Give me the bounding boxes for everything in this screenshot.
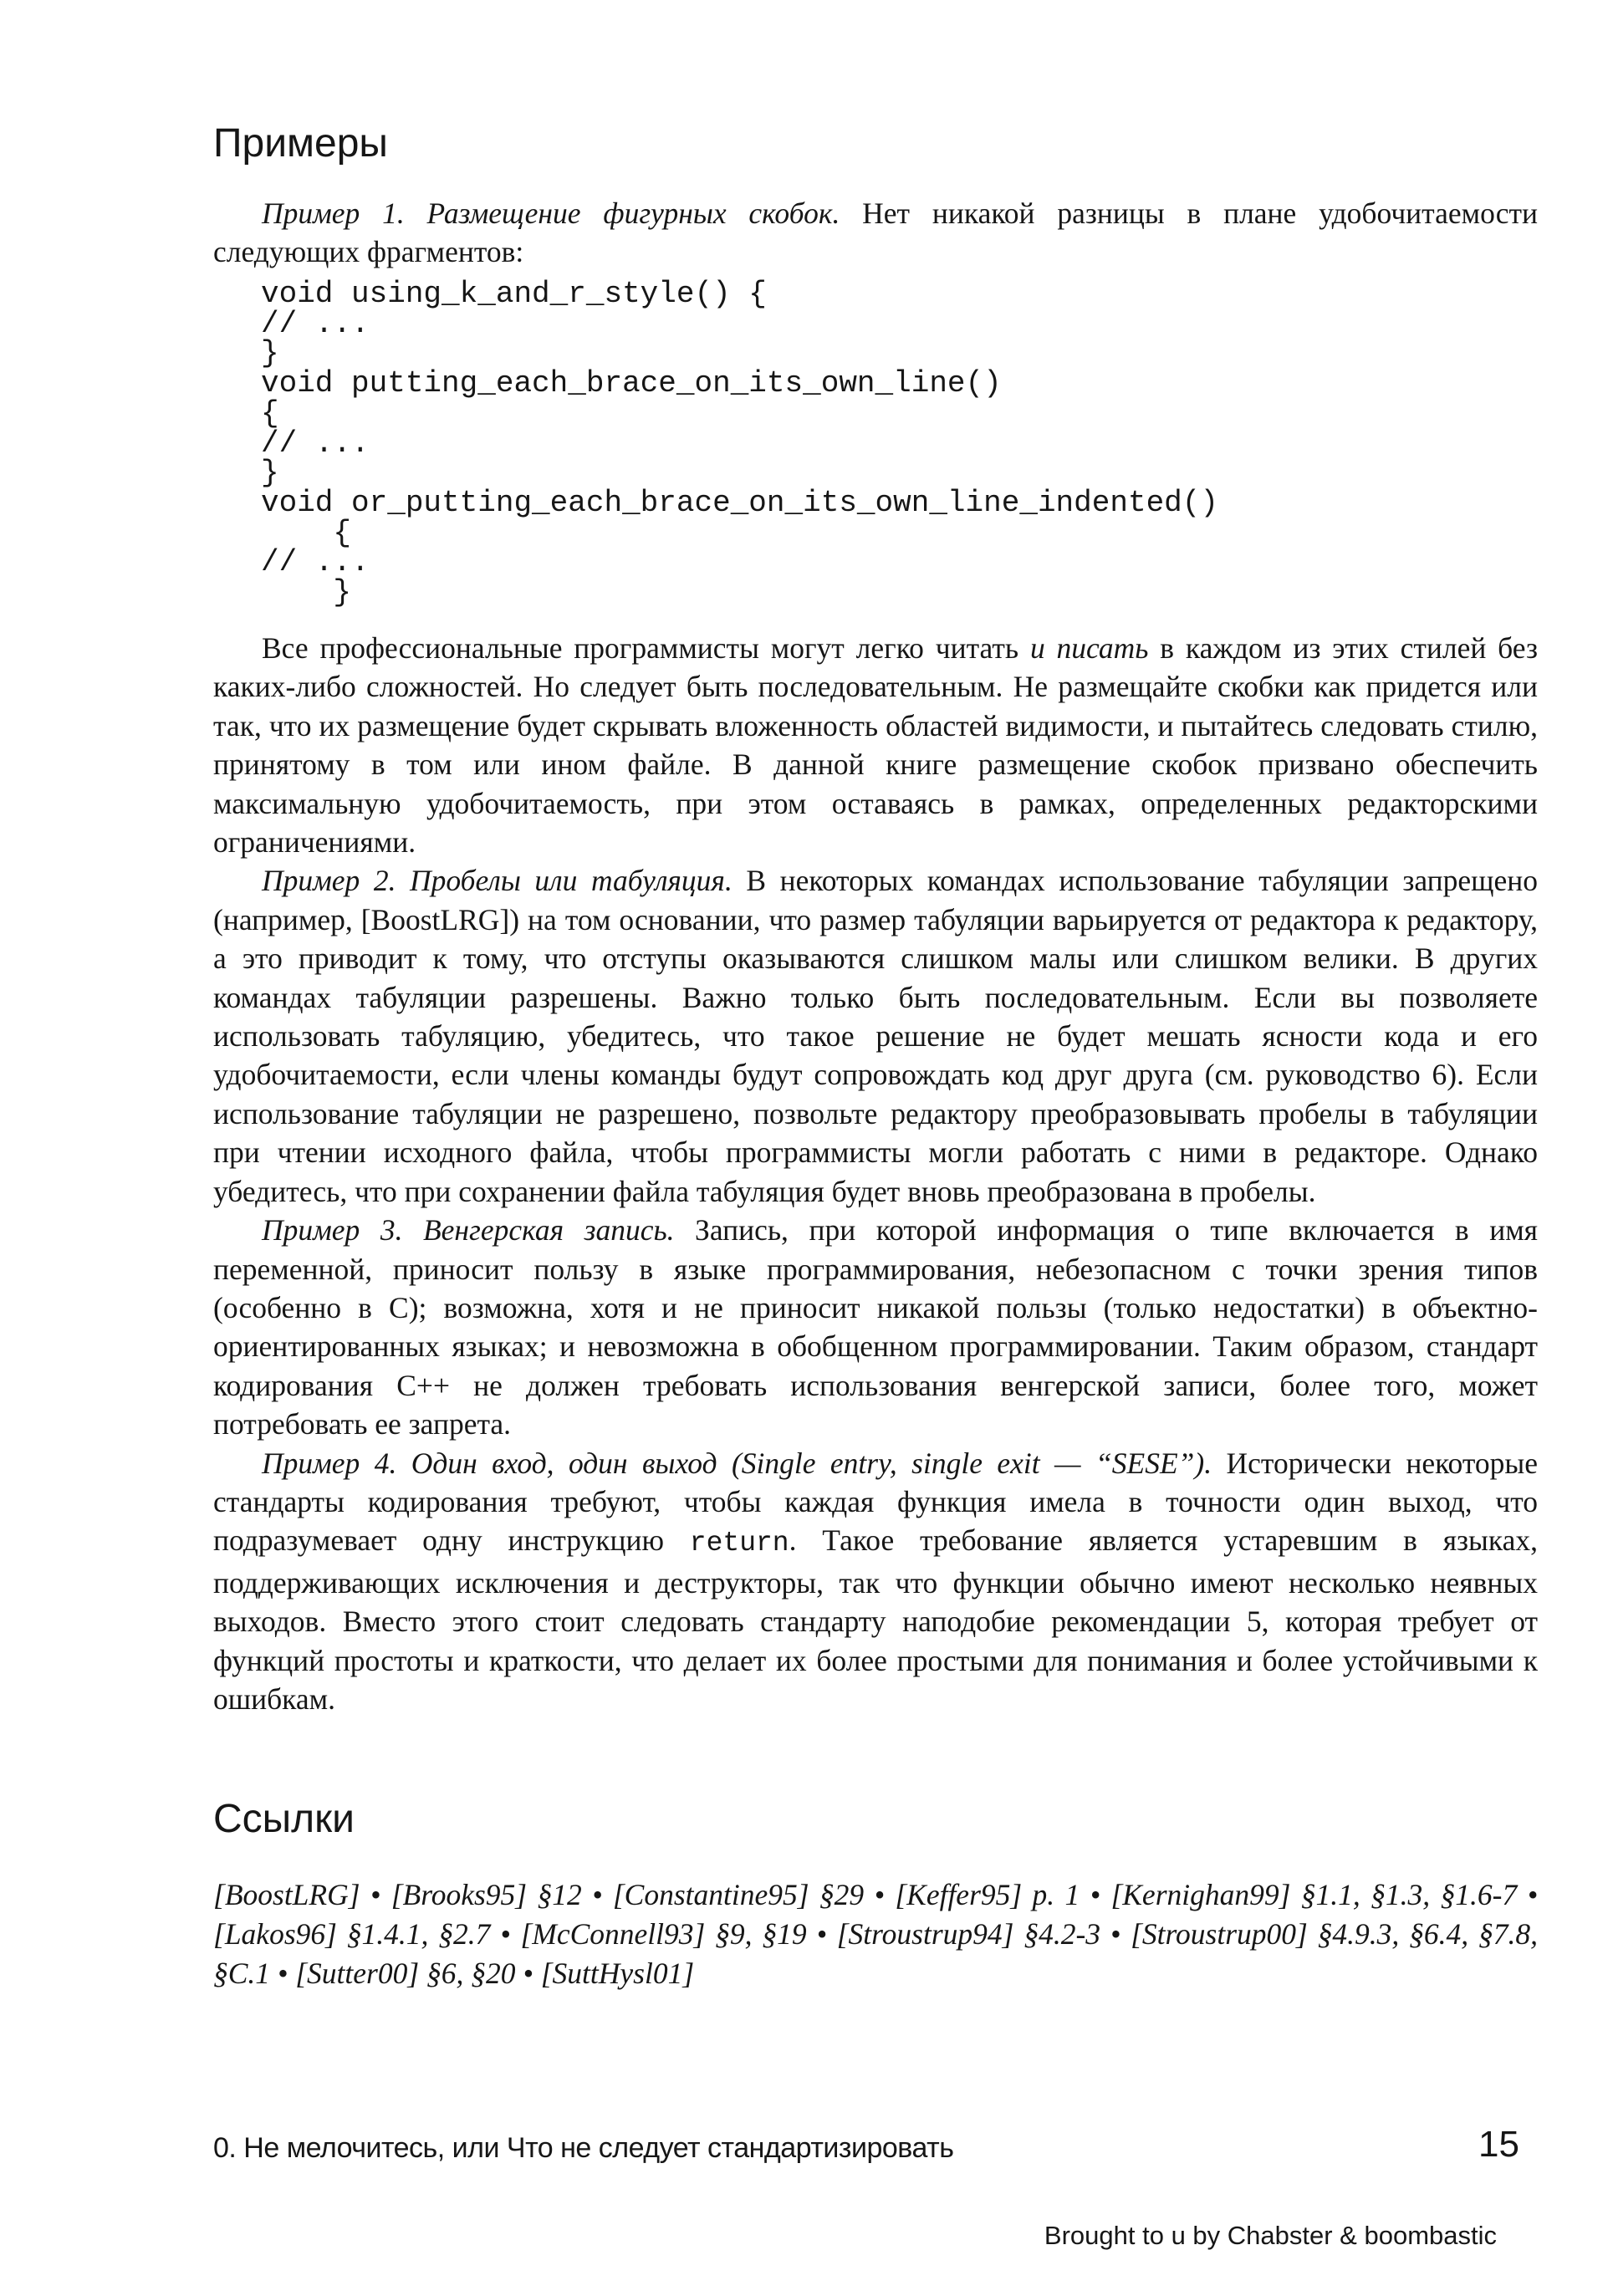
footer-chapter-title: 0. Не мелочитесь, или Что не следует стандартизировать [213, 2132, 954, 2164]
example-3-text: Запись, при которой информация о типе включается в имя переменной, приносит пользу в языке программирования, небезопасном с точки зрения типов (особенно в C); возможна, хотя и не приносит никакой пользы (только недостатки) в объектно-ориентированных языках; и невозможна в обобщенном программировании. Таким образом, стандарт кодирования C++ не должен требовать использования венгерской записи, более того, может потребовать ее запрета. [213, 1213, 1538, 1441]
example-2-paragraph [213, 861, 1538, 1211]
references-list: [BoostLRG] • [Brooks95] §12 • [Constantine95] §29 • [Keffer95] p. 1 • [Kernighan99] §1.1, §1.3, §1.6-7 • [Lakos96] §1.4.1, §2.7 • [McConnell93] §9, §19 • [Stroustrup94] §4.2-3 • [Stroustrup00] §4.9.3, §6.4, §7.8, §C.1 • [Sutter00] §6, §20 • [SuttHysl01] [213, 1878, 1538, 1990]
example-4-label: Пример 4. Один вход, один выход (Single entry, single exit — “SESE”). [262, 1446, 1212, 1480]
section-heading-references: Ссылки [213, 1797, 355, 1841]
body-text [213, 629, 1538, 1718]
example-1-label: Пример 1. Размещение фигурных скобок. [262, 196, 840, 230]
styles-text-1: Все профессиональные программисты могут легко читать [262, 631, 1030, 665]
return-keyword: return [689, 1528, 789, 1559]
example-4-text-2: . Такое требование является устаревшим в языках, поддерживающих исключения и деструкторы, так что функции обычно имеют несколько неявных выходов. Вместо этого стоит следовать стандарту наподобие рекомендации 5, которая требует от функций простоты и краткости, что делает их более простыми для понимания и более устойчивыми к ошибкам. [213, 1523, 1538, 1716]
credit-line: Brought to u by Chabster & boombastic [1044, 2221, 1497, 2250]
code-sample-braces: void using_k_and_r_style() { // ... } void putting_each_brace_on_its_own_line() { // ... } void or_putting_each_brace_on_its_own_line_indented() { // ... } [261, 277, 1218, 610]
example-4-paragraph [213, 1444, 1538, 1719]
example-4-text-1: Исторически некоторые стандарты кодирования требуют, чтобы каждая функция имела в точности один выход, что подразумевает одну инструкцию [213, 1446, 1538, 1558]
styles-text-italic: и писать [1029, 631, 1149, 665]
example-2-text: В некоторых командах использование табуляции запрещено (например, [BoostLRG]) на том основании, что размер табуляции варьируется от редактора к редактору, а это приводит к тому, что отступы оказываются слишком малы или слишком велики. В других командах табуляции разрешены. Важно только быть последовательным. Если вы позволяете использовать табуляцию, убедитесь, что такое решение не будет мешать ясности кода и его удобочитаемости, если члены команды будут сопровождать код друг друга (см. руководство 6). Если использование табуляции не разрешено, позвольте редактору преобразовывать пробелы в табуляции при чтении исходного файла, чтобы программисты могли работать с ними в редакторе. Однако убедитесь, что при сохранении файла табуляция будет вновь преобразована в пробелы. [213, 864, 1538, 1208]
section-heading-examples: Примеры [213, 121, 388, 166]
example-2-label: Пример 2. Пробелы или табуляция. [262, 864, 732, 898]
styles-text-2: в каждом из этих стилей без каких-либо сложностей. Но следует быть последовательным. Не размещайте скобки как придется или так, что их размещение будет скрывать вложенность областей видимости, и пытайтесь следовать стилю, принятому в том или ином файле. В данной книге размещение скобок призвано обеспечить максимальную удобочитаемость, при этом оставаясь в рамках, определенных редакторскими ограничениями. [213, 631, 1538, 860]
page-number: 15 [1478, 2124, 1519, 2165]
example-1-paragraph [213, 194, 1538, 272]
example-3-paragraph [213, 1211, 1538, 1443]
example-1-text: Нет никакой разницы в плане удобочитаемости следующих фрагментов: [213, 196, 1539, 269]
example-3-label: Пример 3. Венгерская запись. [262, 1213, 675, 1247]
styles-paragraph [213, 629, 1538, 861]
